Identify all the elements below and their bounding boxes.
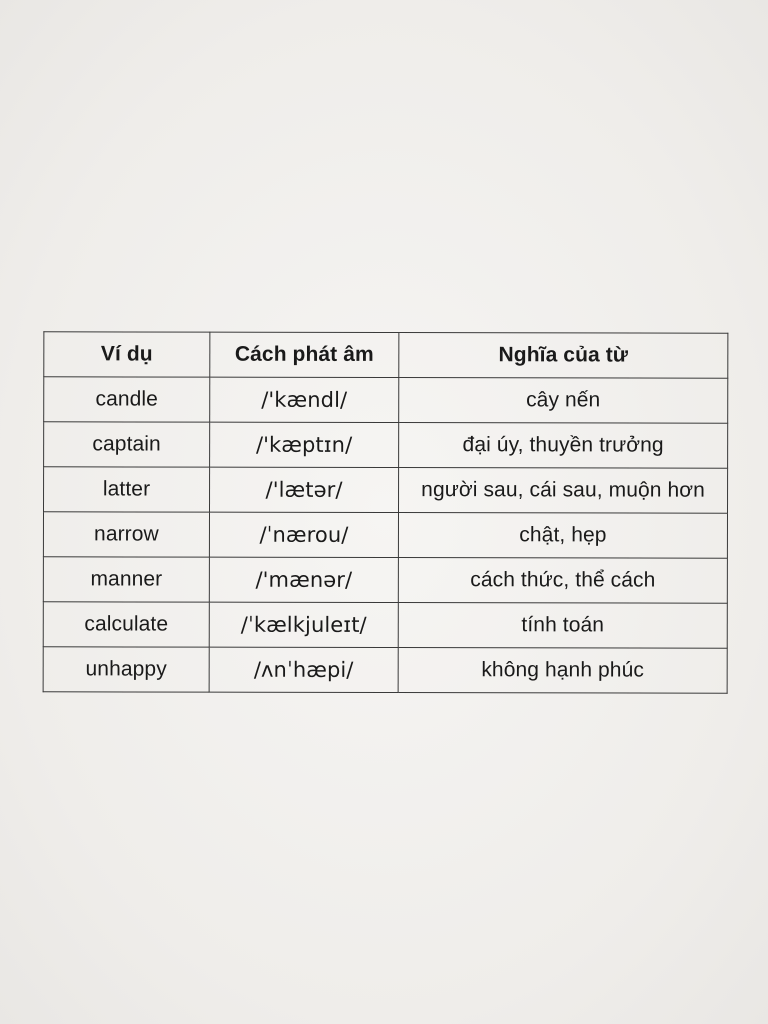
table-row — [43, 647, 727, 693]
meaning-cell: người sau, cái sau, muộn hơn — [398, 468, 727, 514]
word-cell: manner — [43, 557, 209, 602]
meaning-cell: không hạnh phúc — [398, 648, 727, 694]
table-row — [44, 467, 728, 513]
table-row — [44, 422, 728, 468]
meaning-cell: cây nến — [399, 378, 728, 424]
word-cell: calculate — [43, 602, 209, 647]
header-meaning: Nghĩa của từ — [399, 333, 728, 379]
word-cell: latter — [44, 467, 210, 512]
table-row — [43, 512, 727, 558]
table-row — [43, 557, 727, 603]
word-cell: narrow — [43, 512, 209, 557]
pronunciation-cell: /ˈkælkjuleɪt/ — [209, 602, 398, 647]
header-pronunciation: Cách phát âm — [210, 332, 399, 377]
word-cell: unhappy — [43, 647, 209, 692]
meaning-cell: đại úy, thuyền trưởng — [399, 423, 728, 469]
table-row — [43, 602, 727, 648]
table-header-row — [44, 332, 728, 378]
pronunciation-cell: /ˈnærou/ — [209, 512, 398, 557]
pronunciation-cell: /'kændl/ — [210, 377, 399, 422]
vocabulary-table — [43, 331, 729, 693]
pronunciation-cell: /ʌnˈhæpi/ — [209, 647, 398, 692]
pronunciation-cell: /'lætər/ — [210, 467, 399, 512]
header-example: Ví dụ — [44, 332, 210, 377]
word-cell: candle — [44, 377, 210, 422]
meaning-cell: tính toán — [398, 603, 727, 649]
pronunciation-cell: /'kæptɪn/ — [210, 422, 399, 467]
meaning-cell: chật, hẹp — [398, 513, 727, 559]
table-row — [44, 377, 728, 423]
meaning-cell: cách thức, thể cách — [398, 558, 727, 604]
word-cell: captain — [44, 422, 210, 467]
pronunciation-cell: /'mænər/ — [209, 557, 398, 602]
